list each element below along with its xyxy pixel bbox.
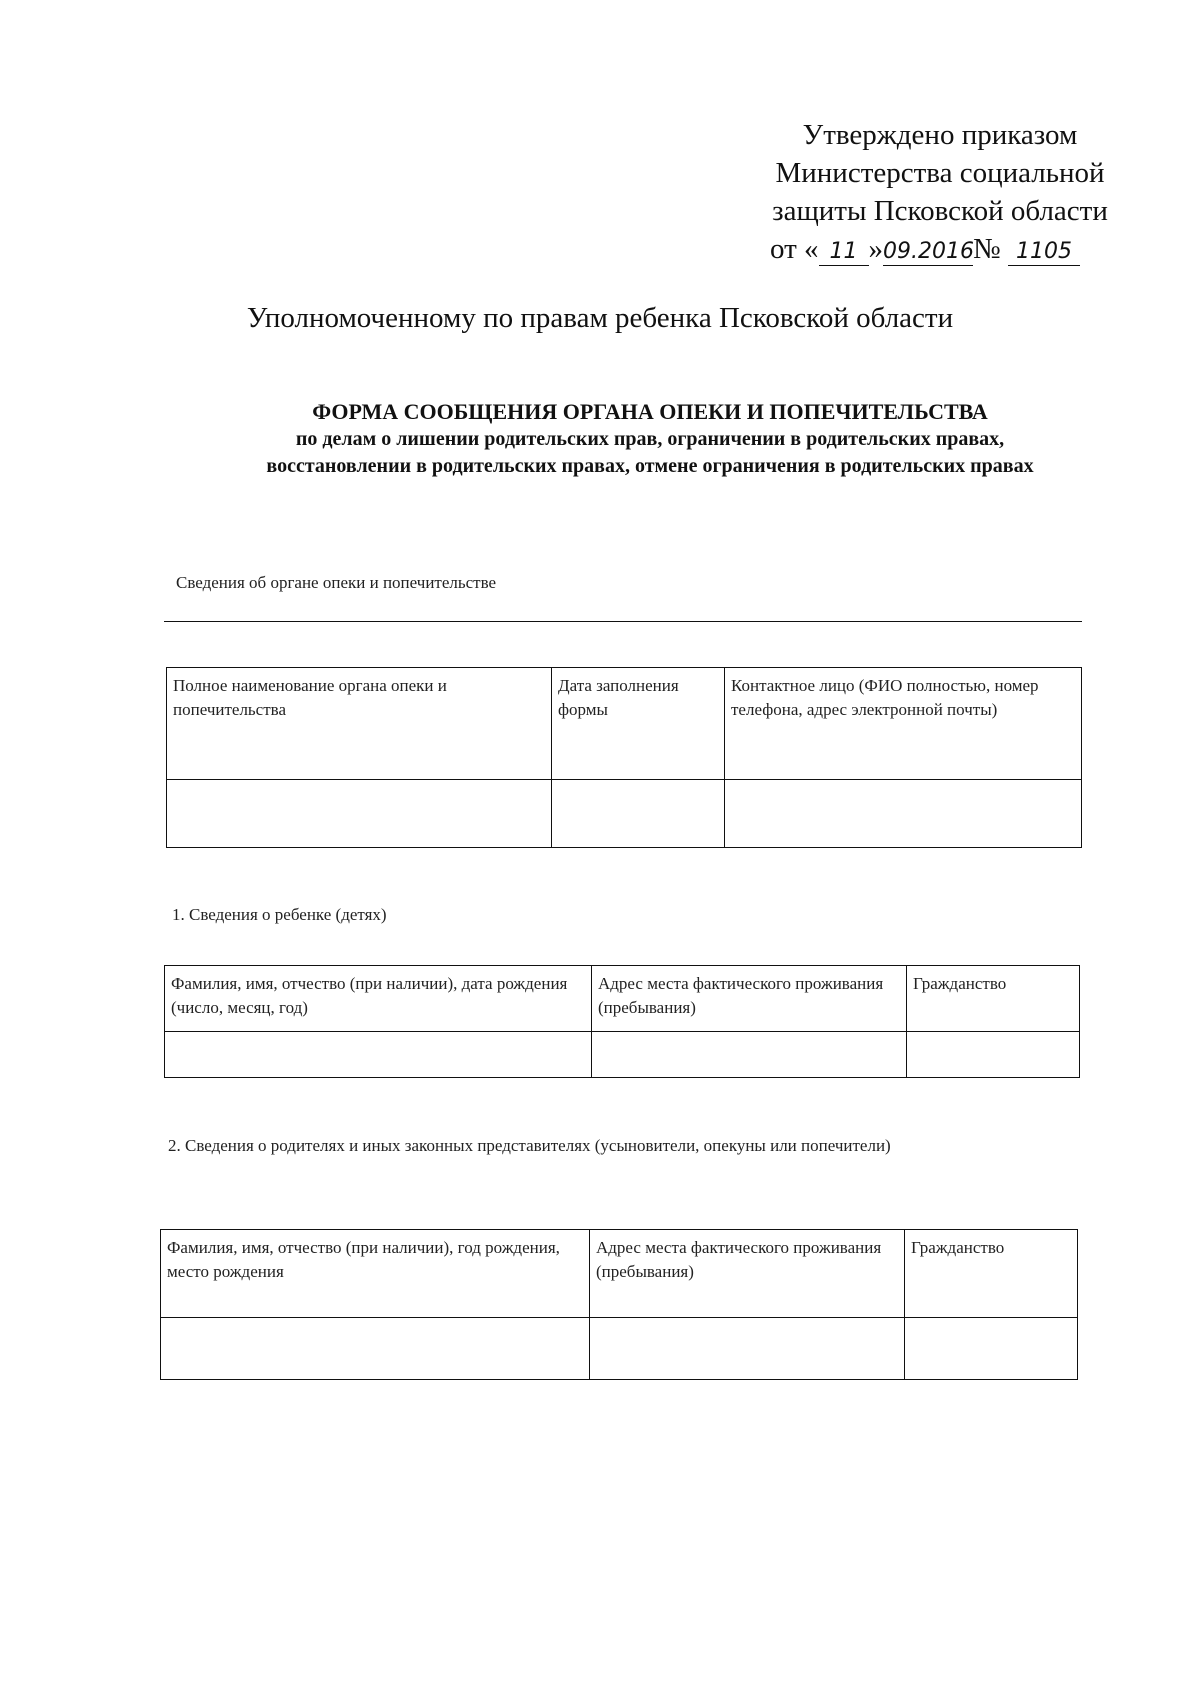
table-cell-input[interactable] [552, 780, 725, 848]
table-cell-input[interactable] [167, 780, 552, 848]
addressee: Уполномоченному по правам ребенка Псковской области [246, 302, 954, 334]
column-header: Полное наименование органа опеки и попечительства [167, 668, 552, 780]
column-header: Адрес места фактического проживания (пребывания) [590, 1230, 905, 1318]
column-header: Гражданство [907, 966, 1080, 1032]
approval-line-1: Утверждено приказом [802, 119, 1078, 151]
table-header-row [167, 668, 1082, 780]
table-cell-input[interactable] [590, 1318, 905, 1380]
column-header: Фамилия, имя, отчество (при наличии), год рождения, место рождения [161, 1230, 590, 1318]
guardianship-table [166, 667, 1082, 848]
table-header-row [165, 966, 1080, 1032]
table-cell-input[interactable] [905, 1318, 1078, 1380]
approval-day: 11 [819, 239, 869, 266]
form-title-sub-1: по делам о лишении родительских прав, ограничении в родительских правах, [295, 428, 1005, 450]
form-title-main: ФОРМА СООБЩЕНИЯ ОРГАНА ОПЕКИ И ПОПЕЧИТЕЛЬСТВА [312, 399, 988, 424]
form-title [170, 398, 1130, 480]
table-cell-input[interactable] [725, 780, 1082, 848]
column-header: Гражданство [905, 1230, 1078, 1318]
table-header-row [161, 1230, 1078, 1318]
approval-number: 1105 [1008, 239, 1080, 266]
column-header: Фамилия, имя, отчество (при наличии), дата рождения (число, месяц, год) [165, 966, 592, 1032]
table-cell-input[interactable] [165, 1032, 592, 1078]
column-header: Контактное лицо (ФИО полностью, номер телефона, адрес электронной почты) [725, 668, 1082, 780]
table-cell-input[interactable] [907, 1032, 1080, 1078]
column-header: Адрес места фактического проживания (пребывания) [592, 966, 907, 1032]
section-parents-label: 2. Сведения о родителях и иных законных представителях (усыновители, опекуны или попечители) [168, 1136, 891, 1155]
table-row [161, 1318, 1078, 1380]
form-title-sub-2: восстановлении в родительских правах, отмене ограничения в родительских правах [266, 455, 1034, 477]
table-cell-input[interactable] [161, 1318, 590, 1380]
date-mid: » [868, 233, 884, 265]
table-row [165, 1032, 1080, 1078]
parents-table [160, 1229, 1078, 1380]
column-header: Дата заполнения формы [552, 668, 725, 780]
number-label: № [973, 233, 1001, 265]
approval-line-3: защиты Псковской области [772, 195, 1108, 227]
date-prefix: от « [770, 233, 819, 265]
table-row [167, 780, 1082, 848]
approval-line-2: Министерства социальной [775, 157, 1105, 189]
child-table [164, 965, 1080, 1078]
table-cell-input[interactable] [592, 1032, 907, 1078]
approval-month-year: 09.2016 [883, 239, 975, 264]
approval-date-line [750, 230, 1130, 268]
section-child-label: 1. Сведения о ребенке (детях) [172, 905, 387, 924]
section-guardianship-label: Сведения об органе опеки и попечительстве [176, 573, 497, 592]
approval-stamp [750, 116, 1130, 268]
guardianship-name-line[interactable] [164, 621, 1082, 622]
